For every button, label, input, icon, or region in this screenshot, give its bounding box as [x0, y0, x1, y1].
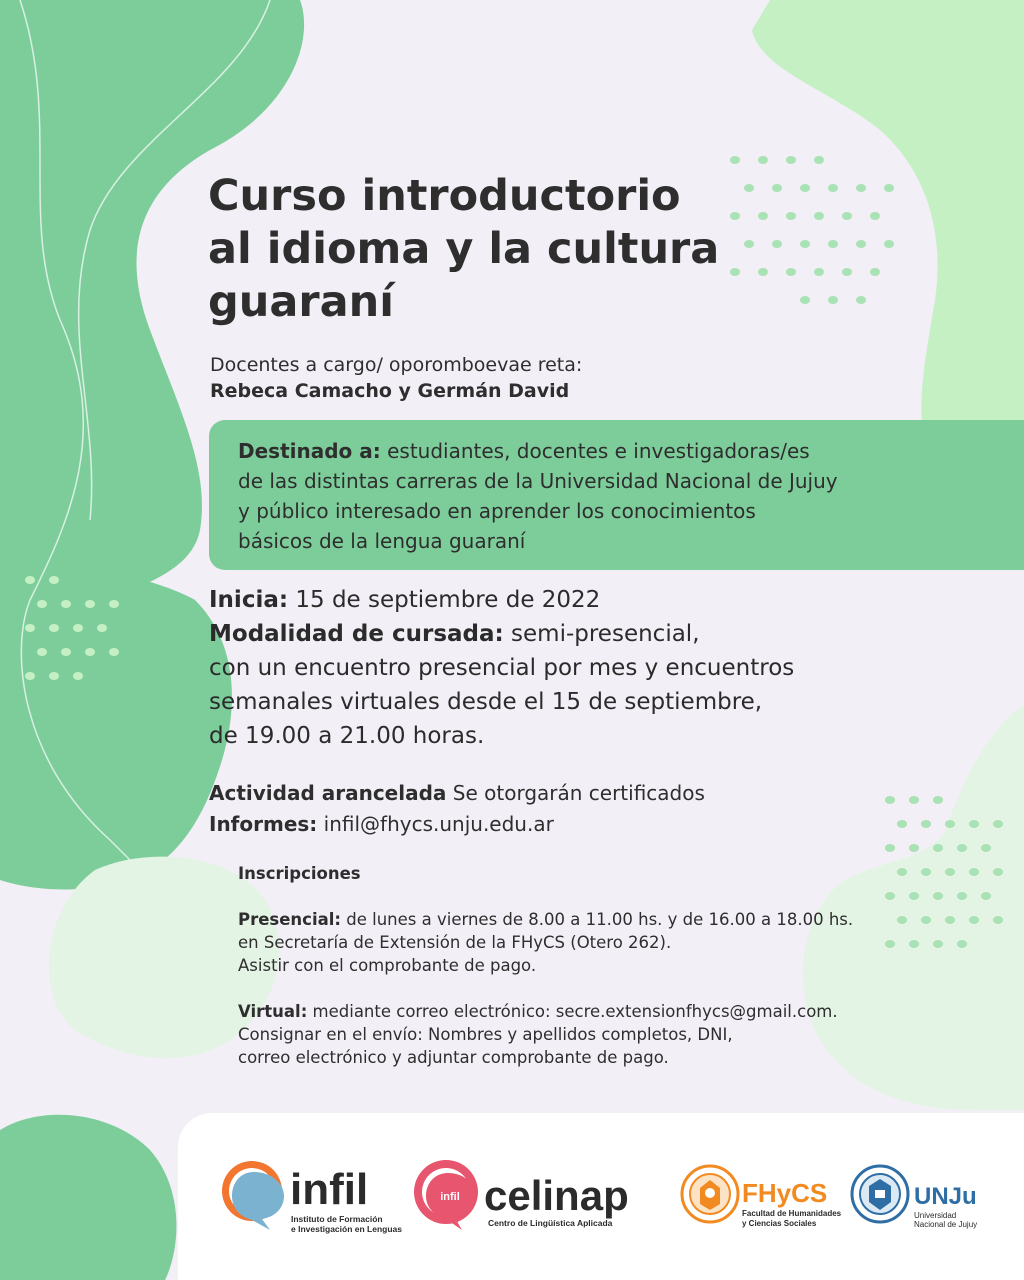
- onsite-label: Presencial:: [238, 910, 342, 929]
- teachers-label: Docentes a cargo/ oporomboevae reta:: [210, 354, 583, 376]
- decor-dot: [25, 624, 35, 632]
- title-line-2: al idioma y la cultura: [208, 224, 720, 274]
- decor-dot: [870, 268, 880, 276]
- decor-dot: [957, 844, 967, 852]
- infil-name: infil: [290, 1165, 369, 1214]
- target-line-1: estudiantes, docentes e investigadoras/es: [380, 439, 810, 463]
- decor-dot: [909, 796, 919, 804]
- target-line-4: básicos de la lengua guaraní: [238, 529, 526, 553]
- decor-dot: [85, 600, 95, 608]
- decor-dot: [73, 672, 83, 680]
- target-line-2: de las distintas carreras de la Universidad Nacional de Jujuy: [238, 469, 838, 493]
- fee-and-contact: [209, 778, 705, 840]
- decor-dot: [933, 796, 943, 804]
- decor-dot: [856, 296, 866, 304]
- decor-dot: [97, 624, 107, 632]
- course-title: [208, 170, 808, 329]
- decor-dot: [730, 156, 740, 164]
- virtual-label: Virtual:: [238, 1002, 308, 1021]
- mode-line-5: de 19.00 a 21.00 horas.: [209, 723, 485, 749]
- decor-dot: [814, 156, 824, 164]
- decor-dot: [969, 820, 979, 828]
- unju-seal-icon: [852, 1166, 908, 1222]
- decor-dot: [758, 156, 768, 164]
- title-line-1: Curso introductorio: [208, 171, 681, 221]
- celinap-logo: [410, 1158, 665, 1238]
- mode-value: semi-presencial,: [503, 621, 700, 647]
- infil-sub-2: e Investigación en Lenguas: [291, 1224, 403, 1234]
- decor-dot: [993, 916, 1003, 924]
- info-email: infil@fhycs.unju.edu.ar: [317, 812, 554, 836]
- registration-heading: Inscripciones: [238, 864, 361, 883]
- decor-dot: [828, 296, 838, 304]
- onsite-line-2: en Secretaría de Extensión de la FHyCS (Otero 262).: [238, 933, 672, 952]
- decor-dot: [828, 240, 838, 248]
- decor-dot: [969, 868, 979, 876]
- mode-line-4: semanales virtuales desde el 15 de septiembre,: [209, 689, 763, 715]
- decor-dot: [85, 648, 95, 656]
- virtual-line-1: mediante correo electrónico: secre.extensionfhycs@gmail.com.: [307, 1002, 838, 1021]
- decor-dot: [885, 796, 895, 804]
- mode-line-3: con un encuentro presencial por mes y encuentros: [209, 655, 795, 681]
- decor-dot: [981, 892, 991, 900]
- fhycs-seal-icon: [682, 1166, 738, 1222]
- decor-dot: [897, 820, 907, 828]
- registration-block: [238, 862, 958, 1069]
- teachers-block: [210, 352, 582, 404]
- decor-dot: [61, 648, 71, 656]
- decor-dot: [945, 820, 955, 828]
- decor-dot: [49, 624, 59, 632]
- decor-dot: [814, 268, 824, 276]
- decor-dot: [25, 576, 35, 584]
- unju-logo: [848, 1160, 988, 1236]
- celinap-sub: Centro de Lingüística Aplicada: [488, 1218, 613, 1228]
- course-details: [209, 583, 929, 753]
- onsite-line-1: de lunes a viernes de 8.00 a 11.00 hs. y de 16.00 a 18.00 hs.: [341, 910, 854, 929]
- decor-dot: [49, 672, 59, 680]
- decor-dot: [828, 184, 838, 192]
- decor-dot: [814, 212, 824, 220]
- fee-value: Se otorgarán certificados: [446, 781, 705, 805]
- decor-dot: [842, 212, 852, 220]
- decor-dot: [885, 844, 895, 852]
- teachers-names: Rebeca Camacho y Germán David: [210, 380, 570, 402]
- decor-dot: [49, 576, 59, 584]
- unju-name: UNJu: [914, 1183, 977, 1210]
- fhycs-logo: [680, 1160, 842, 1236]
- decor-dot: [37, 648, 47, 656]
- decor-dot: [957, 892, 967, 900]
- decor-dot: [969, 916, 979, 924]
- target-label: Destinado a:: [238, 439, 381, 463]
- fhycs-sub-2: y Ciencias Sociales: [742, 1219, 817, 1228]
- target-audience-text: [238, 436, 938, 556]
- celinap-name: celinap: [484, 1172, 629, 1219]
- target-line-3: y público interesado en aprender los conocimientos: [238, 499, 756, 523]
- decor-dot: [957, 940, 967, 948]
- decor-dot: [921, 820, 931, 828]
- fhycs-name: FHyCS: [742, 1178, 828, 1208]
- infil-sub-1: Instituto de Formación: [291, 1214, 383, 1224]
- onsite-line-3: Asistir con el comprobante de pago.: [238, 956, 537, 975]
- left-green-blob-lower: [0, 560, 232, 889]
- decor-dot: [981, 844, 991, 852]
- celinap-badge: infil: [440, 1191, 460, 1203]
- start-date: 15 de septiembre de 2022: [288, 587, 601, 613]
- decor-dot: [993, 820, 1003, 828]
- decor-dot: [993, 868, 1003, 876]
- virtual-line-2: Consignar en el envío: Nombres y apellidos completos, DNI,: [238, 1025, 733, 1044]
- decor-dot: [25, 672, 35, 680]
- decor-dot: [73, 624, 83, 632]
- title-line-3: guaraní: [208, 277, 394, 327]
- decor-dot: [884, 184, 894, 192]
- decor-dot: [856, 240, 866, 248]
- decor-dot: [933, 844, 943, 852]
- decor-dot: [870, 212, 880, 220]
- info-label: Informes:: [209, 812, 318, 836]
- decor-dot: [61, 600, 71, 608]
- decor-dot: [856, 184, 866, 192]
- unju-sub-2: Nacional de Jujuy: [914, 1220, 978, 1229]
- virtual-line-3: correo electrónico y adjuntar comprobante de pago.: [238, 1048, 669, 1067]
- decor-dot: [37, 600, 47, 608]
- decor-dot: [786, 156, 796, 164]
- infil-bubble-icon: [232, 1172, 284, 1230]
- decor-dot: [109, 648, 119, 656]
- decor-dot: [909, 844, 919, 852]
- fhycs-sub-1: Facultad de Humanidades: [742, 1209, 842, 1218]
- unju-sub-1: Universidad: [914, 1211, 957, 1220]
- decor-dot: [109, 600, 119, 608]
- infil-logo: [218, 1158, 403, 1238]
- decor-dot: [884, 240, 894, 248]
- mode-label: Modalidad de cursada:: [209, 621, 504, 647]
- fee-label: Actividad arancelada: [209, 781, 447, 805]
- bottom-left-green-blob: [0, 1115, 176, 1280]
- start-label: Inicia:: [209, 587, 289, 613]
- decor-dot: [842, 268, 852, 276]
